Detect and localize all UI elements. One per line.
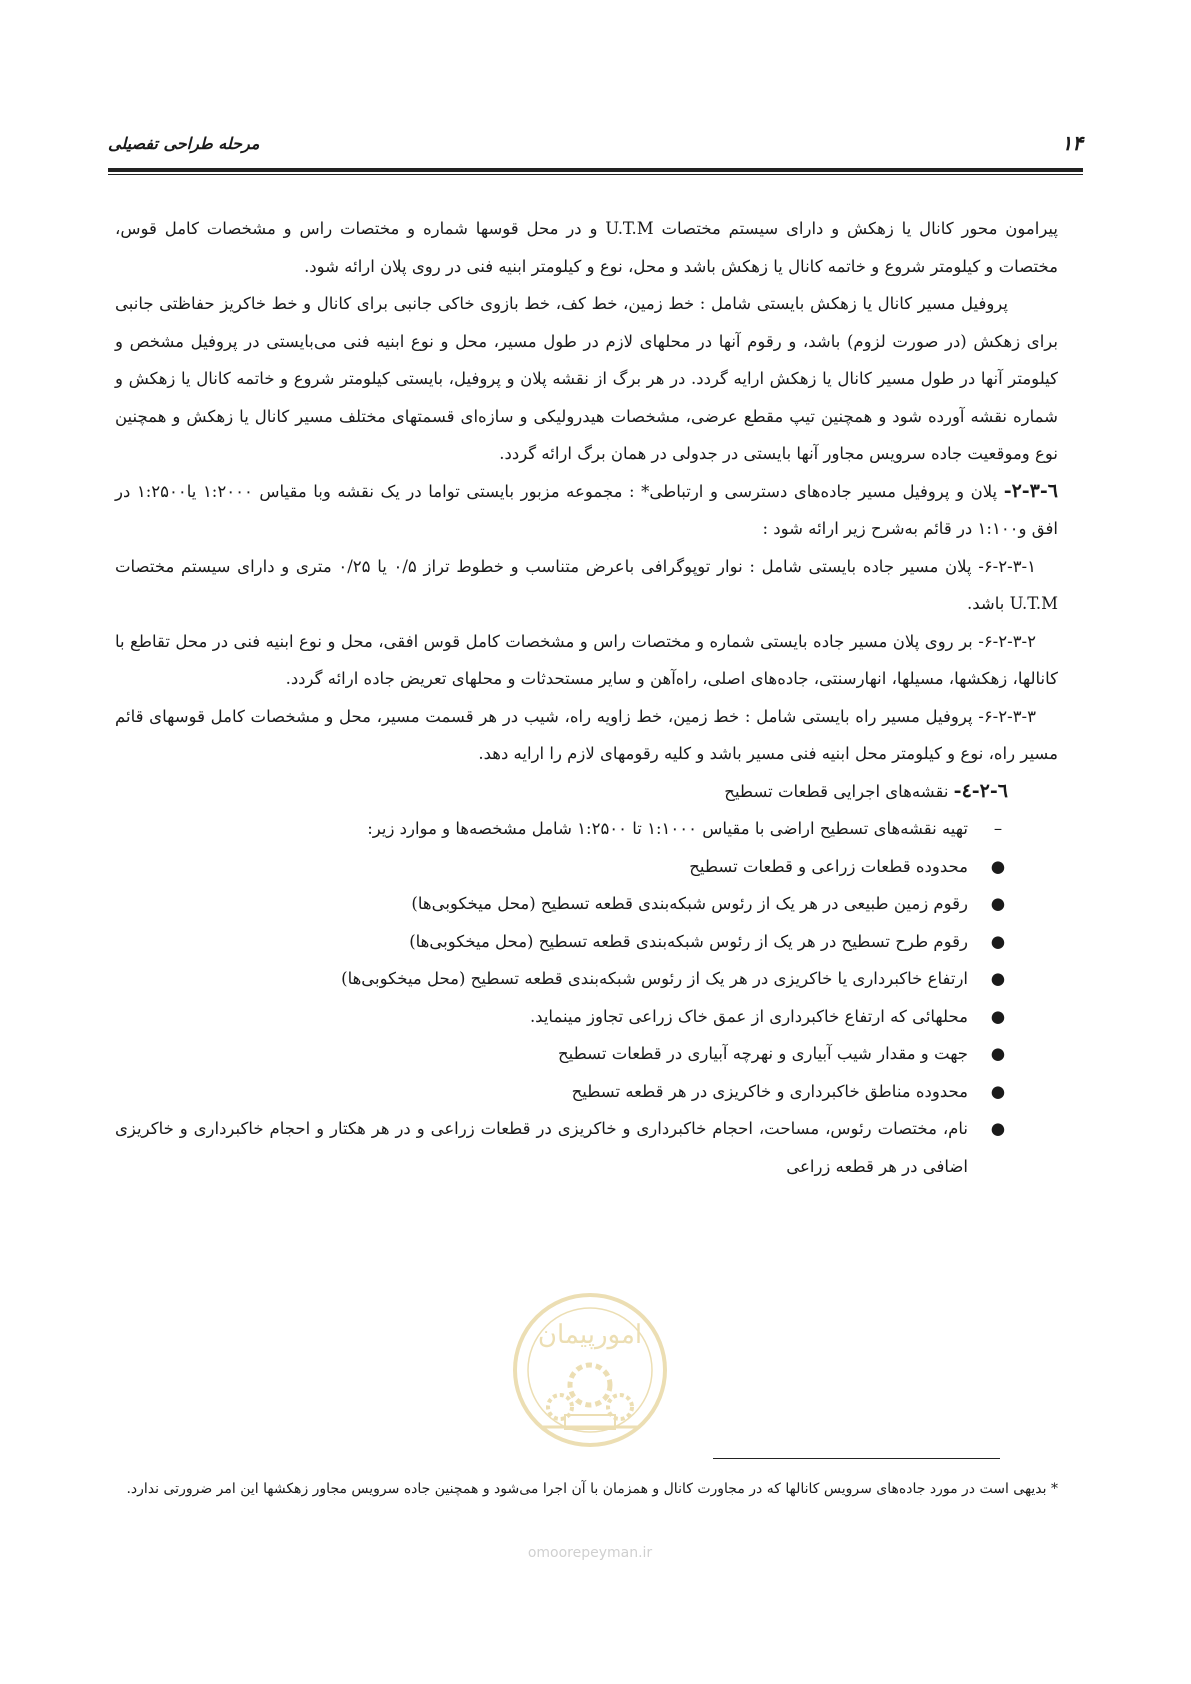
dash-marker: –	[993, 819, 1003, 838]
sub-item-text: پلان مسیر جاده بایستی شامل : نوار توپوگرافی باعرض متناسب و خطوط تراز ۰/۵ یا ۰/۲۵ متری و دارای سیستم مختصات U.T.M باشد.	[115, 556, 1058, 613]
bullet-icon: ●	[990, 969, 1006, 988]
footnote-mark: *	[1051, 1481, 1058, 1497]
sub-item-number: ۶-۲-۳-۲-	[978, 631, 1036, 651]
page-number: ۱۴	[1061, 131, 1083, 155]
bullet-item: ● محلهائی که ارتفاع خاکبرداری از عمق خاک زراعی تجاوز مینماید.	[115, 998, 1008, 1036]
section-text: نقشه‌های اجرایی قطعات تسطیح	[724, 781, 954, 801]
watermark-logo-text: امورپیمان	[537, 1320, 643, 1350]
bullet-item: ● نام، مختصات رئوس، مساحت، احجام خاکبرداری و خاکریزی در قطعات زراعی و در هر هکتار و احجام خاکبرداری و خاکریزی اضافی در هر قطعه زراعی	[115, 1110, 1098, 1185]
page-header	[108, 126, 1083, 160]
bullet-icon: ●	[990, 1081, 1006, 1101]
bullet-icon: ●	[990, 894, 1006, 913]
bullet-item: ● محدوده مناطق خاکبرداری و خاکریزی در هر قطعه تسطیح	[115, 1073, 1008, 1111]
footnote-rule	[713, 1458, 1000, 1459]
bullet-item: ● جهت و مقدار شیب آبیاری و نهرچه آبیاری در قطعات تسطیح	[115, 1035, 1008, 1073]
sub-item-number: ۶-۲-۳-۱-	[978, 556, 1036, 576]
dash-item: – تهیه نقشه‌های تسطیح اراضی با مقیاس ۱:۱۰۰۰ تا ۱:۲۵۰۰ شامل مشخصه‌ها و موارد زیر:	[115, 810, 1008, 848]
grading-items-list	[115, 810, 1058, 1185]
bullet-icon: ●	[990, 856, 1006, 876]
section-number: ٦-۲-٤-	[953, 779, 1008, 802]
sub-item-number: ۶-۲-۳-۳-	[978, 706, 1036, 726]
page-body	[115, 210, 1058, 1185]
section-6-2-3	[115, 473, 1058, 548]
bullet-icon: ●	[990, 1119, 1006, 1138]
watermark-site-text: omoorepeyman.ir	[527, 1545, 653, 1561]
bullet-icon: ●	[990, 931, 1006, 951]
sub-item	[115, 623, 1058, 698]
bullet-item: ● ارتفاع خاکبرداری یا خاکریزی در هر یک از رئوس شبکه‌بندی قطعه تسطیح (محل میخکوبی‌ها)	[115, 960, 1008, 998]
bullet-icon: ●	[990, 1006, 1006, 1026]
running-title: مرحله طراحی تفصیلی	[108, 133, 260, 153]
header-rule	[108, 168, 1083, 175]
section-6-2-4	[115, 773, 1058, 811]
footnote-text: بدیهی است در مورد جاده‌های سرویس کانالها که در مجاورت کانال و همزمان با آن اجرا می‌شود و همچنین جاده سرویس مجاور زهکشها این امر ضرورتی ندارد.	[126, 1481, 1051, 1497]
sub-item-text: پروفیل مسیر راه بایستی شامل : خط زمین، خط زاویه راه، شیب در هر قسمت مسیر، محل و مشخصات کامل قوسهای قائم مسیر راه، نوع و کیلومتر محل ابنیه فنی مسیر باشد و کلیه رقومهای لازم را ارایه دهد.	[115, 706, 1058, 763]
section-number: ٦-۲-۳-	[1003, 479, 1058, 502]
sub-item	[115, 548, 1058, 623]
omoorepeyman-watermark-logo	[495, 1285, 685, 1575]
paragraph-plan-continued: پیرامون محور کانال یا زهکش و دارای سیستم مختصات U.T.M و در محل قوسها شماره و مختصات راس و مشخصات کامل قوس، مختصات و کیلومتر شروع و خاتمه کانال یا زهکش باشد و محل، نوع و کیلومتر ابنیه فنی در روی پلان ارائه شود.	[115, 219, 1058, 276]
paragraph-profile: پروفیل مسیر کانال یا زهکش بایستی شامل : خط زمین، خط کف، خط بازوی خاکی جانبی برای کانال و خط خاکریز حفاظتی جانبی برای زهکش (در صورت لزوم) باشد، و رقوم آنها در محلهای لازم در طول مسیر، محل و نوع ابنیه فنی می‌بایستی در پروفیل مشخص و کیلومتر آنها در طول مسیر کانال یا زهکش ارایه گردد. در هر برگ از نقشه پلان و پروفیل، بایستی کیلومتر شروع و خاتمه کانال یا زهکش و شماره نقشه آورده شود و همچنین تیپ مقطع عرضی، مشخصات هیدرولیکی و سازه‌ای قسمتهای مختلف مسیر کانال یا زهکش و همچنین نوع وموقعیت جاده سرویس مجاور آنها بایستی در جدولی در همان برگ ارائه گردد.	[115, 294, 1058, 463]
sub-item-text: بر روی پلان مسیر جاده بایستی شماره و مختصات راس و مشخصات کامل قوس افقی، محل و نوع ابنیه فنی در محل تقاطع با کانالها، زهکشها، مسیلها، انهارسنتی، جاده‌های اصلی، راه‌آهن و سایر مستحدثات و محلهای تعریض جاده ارائه گردد.	[115, 631, 1058, 688]
footnote	[115, 1475, 1058, 1503]
bullet-item: ● رقوم طرح تسطیح در هر یک از رئوس شبکه‌بندی قطعه تسطیح (محل میخکوبی‌ها)	[115, 923, 1008, 961]
bullet-icon: ●	[990, 1044, 1006, 1063]
section-text: پلان و پروفیل مسیر جاده‌های دسترسی و ارتباطی* : مجموعه مزبور بایستی تواما در یک نقشه وبا مقیاس ۱:۲۰۰۰ یا۱:۲۵۰۰ در افق و۱:۱۰۰ در قائم به‌شرح زیر ارائه شود :	[115, 481, 1058, 538]
sub-item	[115, 698, 1058, 773]
bullet-item: ● محدوده قطعات زراعی و قطعات تسطیح	[115, 848, 1008, 886]
bullet-item: ● رقوم زمین طبیعی در هر یک از رئوس شبکه‌بندی قطعه تسطیح (محل میخکوبی‌ها)	[115, 885, 1008, 923]
